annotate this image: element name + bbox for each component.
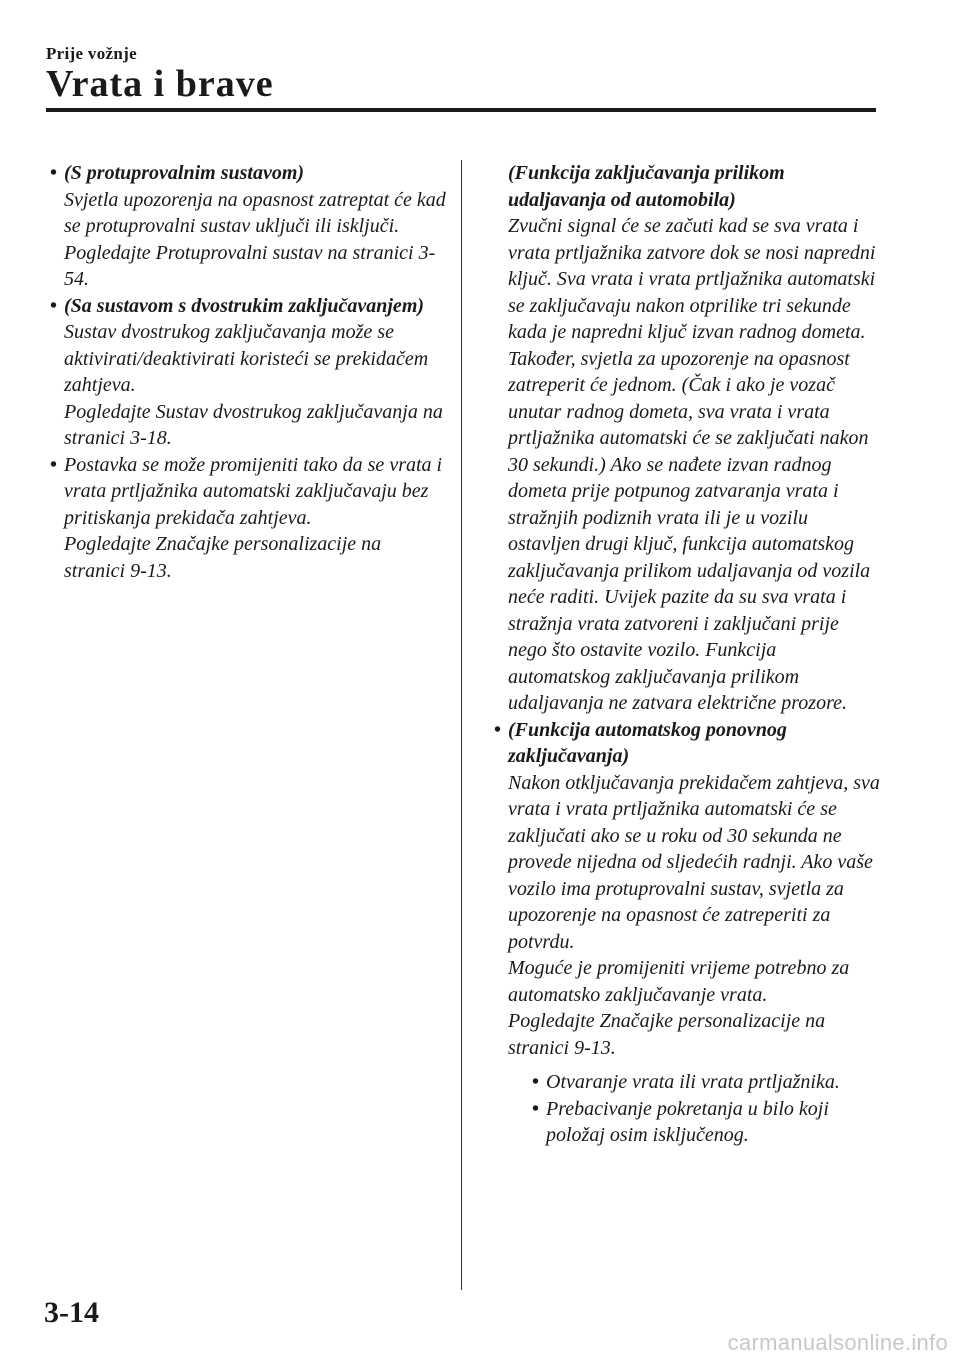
section-label: Prije vožnje bbox=[46, 44, 137, 63]
item-heading: (Funkcija automatskog ponovnog zaključavanja) bbox=[508, 718, 787, 767]
item-reference: Pogledajte Značajke personalizacije na stranici 9-13. bbox=[64, 533, 382, 582]
item-body: Sustav dvostrukog zaključavanja može se aktivirati/deaktivirati koristeći se prekidačem zahtjeva. bbox=[64, 321, 429, 396]
page-title: Vrata i brave bbox=[46, 63, 274, 105]
item-heading: (S protuprovalnim sustavom) bbox=[64, 162, 305, 184]
list-item-double-locking bbox=[46, 293, 446, 452]
item-reference: Pogledajte Sustav dvostrukog zaključavanja na stranici 3-18. bbox=[64, 400, 443, 449]
bullet-icon: • bbox=[532, 1097, 540, 1120]
item-heading: (Sa sustavom s dvostrukim zaključavanjem) bbox=[64, 294, 425, 317]
sub-list-item bbox=[528, 1096, 880, 1149]
item-reference: Pogledajte Značajke personalizacije na stranici 9-13. bbox=[508, 1010, 826, 1059]
item-heading: (Funkcija zaključavanja prilikom udaljavanja od automobila) bbox=[508, 162, 785, 211]
list-item-setting bbox=[46, 452, 446, 585]
bullet-icon: • bbox=[494, 718, 502, 741]
sub-list-item bbox=[528, 1069, 880, 1096]
right-column bbox=[490, 160, 880, 1149]
item-body: Nakon otključavanja prekidačem zahtjeva, sva vrata i vrata prtljažnika automatski će se zaključati ako se u roku od 30 sekunda ne provede nijedna od sljedećih radnji. Ako vaše vozilo ima protuprovalni sustav, svjetla za upozorenje na opasnost će zatreperiti za potvrdu. bbox=[508, 771, 880, 953]
sub-item-text: Otvaranje vrata ili vrata prtljažnika. bbox=[546, 1071, 840, 1093]
watermark: carmanualsonline.info bbox=[727, 1330, 948, 1355]
bullet-icon: • bbox=[50, 162, 58, 184]
sub-item-text: Prebacivanje pokretanja u bilo koji položaj osim isključenog. bbox=[546, 1097, 829, 1146]
item-body-2: Moguće je promijeniti vrijeme potrebno za automatsko zaključavanje vrata. bbox=[508, 957, 850, 1006]
item-body: Postavka se može promijeniti tako da se vrata i vrata prtljažnika automatski zaključavaju bez pritiskanja prekidača zahtjeva. bbox=[64, 453, 443, 529]
sub-list bbox=[508, 1069, 880, 1149]
page-number: 3-14 bbox=[44, 1296, 99, 1329]
list-item-auto-relock bbox=[490, 717, 880, 1149]
list-item-anti-theft bbox=[46, 160, 446, 293]
title-rule bbox=[46, 108, 876, 112]
left-column bbox=[46, 160, 446, 584]
bullet-icon: • bbox=[50, 294, 58, 317]
item-reference: Pogledajte Protuprovalni sustav na stranici 3-54. bbox=[64, 241, 436, 290]
item-body: Svjetla upozorenja na opasnost zatreptat će kad se protuprovalni sustav uključi ili isključi. bbox=[64, 188, 446, 237]
walk-away-lock-section bbox=[490, 160, 880, 717]
bullet-icon: • bbox=[50, 453, 58, 476]
bullet-icon: • bbox=[532, 1071, 540, 1093]
column-divider bbox=[461, 160, 462, 1290]
item-body: Zvučni signal će se začuti kad se sva vrata i vrata prtljažnika zatvore dok se nosi napredni ključ. Sva vrata i vrata prtljažnika automatski se zaključavaju nakon otprilike tri sekunde kada je napredni ključ izvan radnog dometa. Također, svjetla za upozorenje na opasnost zatreperit će jednom. (Čak i ako je vozač unutar radnog dometa, sva vrata i vrata prtljažnika automatski će se zaključati nakon 30 sekundi.) Ako se nađete izvan radnog dometa prije potpunog zatvaranja vrata i stražnjih podiznih vrata ili je u vozilu ostavljen drugi ključ, funkcija automatskog zaključavanja prilikom udaljavanja od vozila neće raditi. Uvijek pazite da su sva vrata i stražnja vrata zatvoreni i zaključani prije nego što ostavite vozilo. Funkcija automatskog zaključavanja prilikom udaljavanja ne zatvara električne prozore. bbox=[508, 215, 876, 714]
